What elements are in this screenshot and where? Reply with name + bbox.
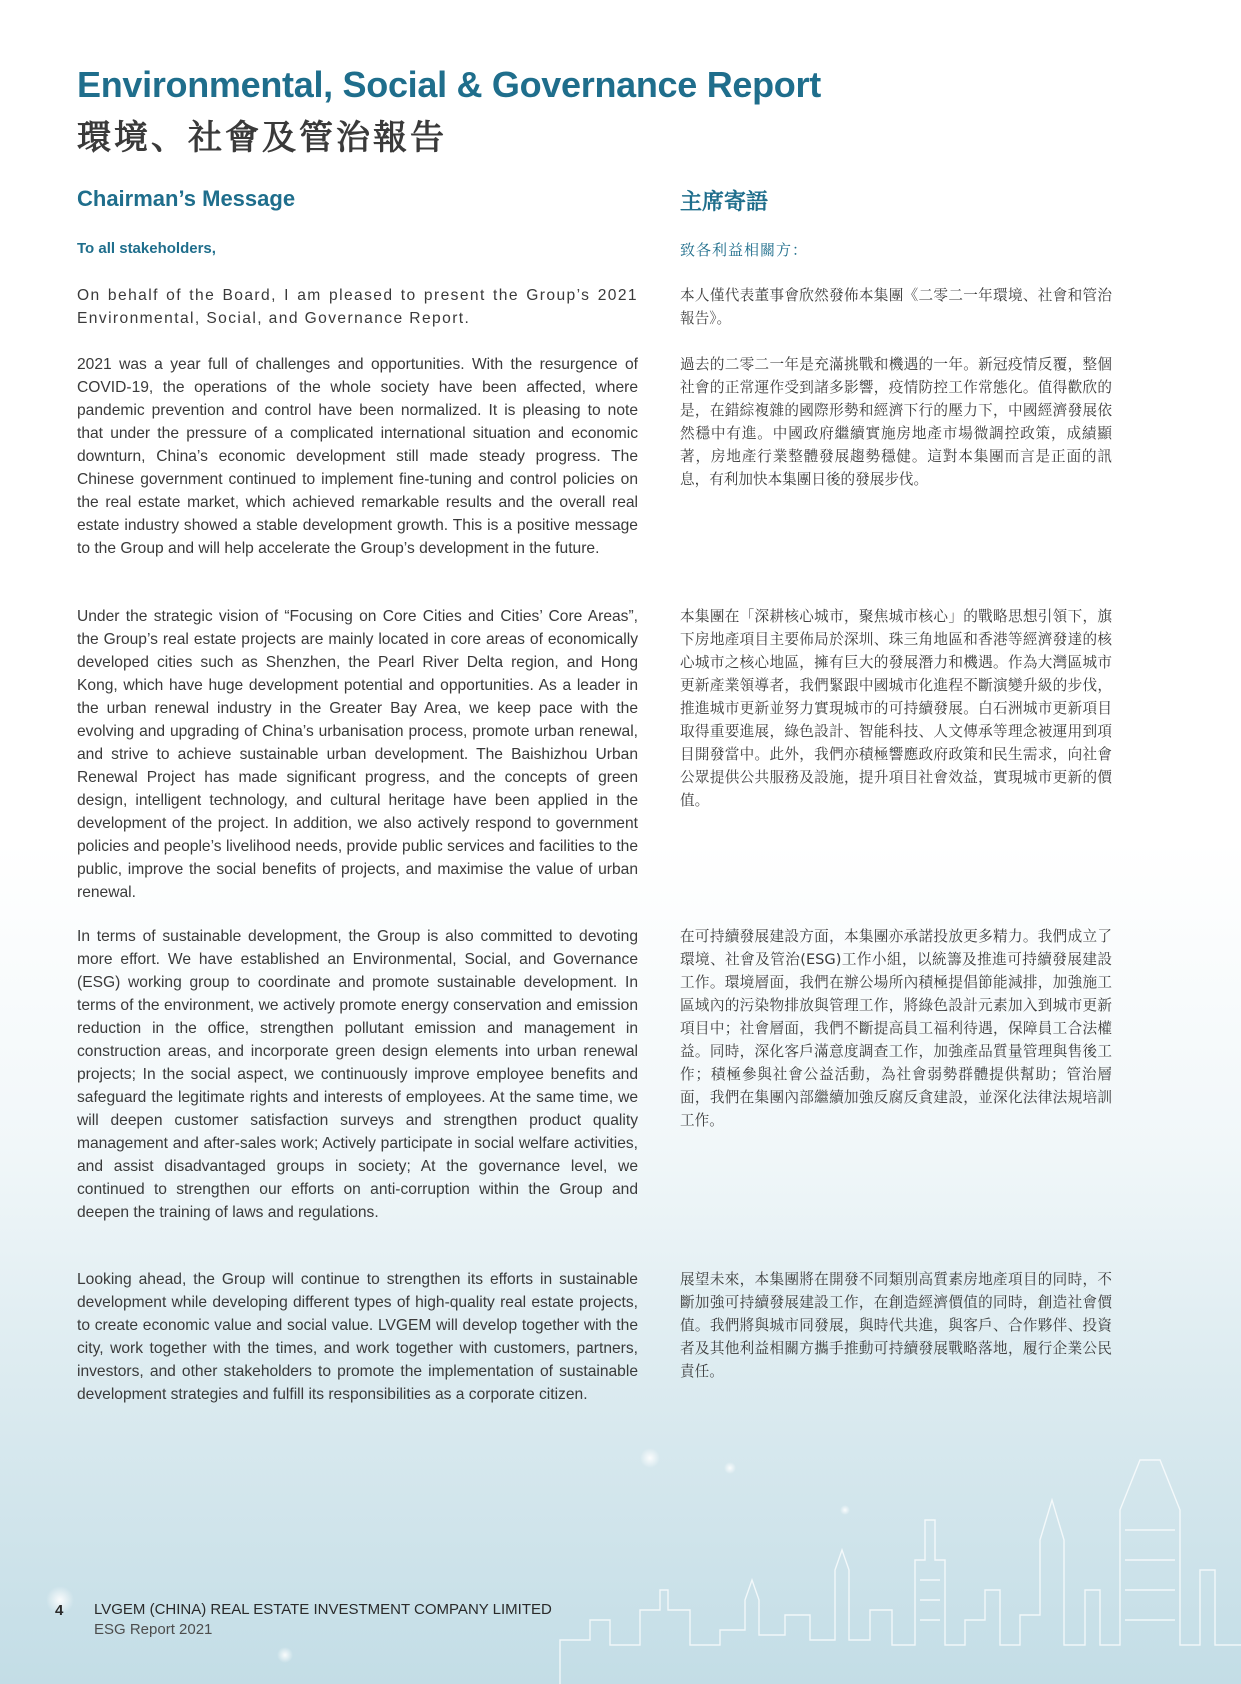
city-skyline-illustration: [0, 1440, 1241, 1684]
english-paragraph-2: [77, 353, 638, 560]
report-title-chinese: 環境、社會及管治報告: [77, 118, 447, 158]
paragraph-text: 展望未來，本集團將在開發不同類別高質素房地產項目的同時，不斷加強可持續發展建設工作，在創造經濟價值的同時，創造社會價值。我們將與城市同發展，與時代共進，與客戶、合作夥伴、投資者及其他利益相關方攜手推動可持續發展戰略落地，履行企業公民責任。: [680, 1271, 1112, 1380]
english-paragraph-3: [77, 605, 638, 904]
paragraph-text: 本人僅代表董事會欣然發佈本集團《二零二一年環境、社會和管治報告》。: [680, 287, 1112, 327]
chinese-paragraph-3: [680, 605, 1112, 812]
paragraph-text: Under the strategic vision of “Focusing on Core Cities and Cities’ Core Areas”, the Group’s real estate projects are mainly located in core areas of economically developed cities such as Shenzhen, the Pearl River Delta region, and Hong Kong, which have huge development potential and opportunities. As a leader in the urban renewal industry in the Greater Bay Area, we keep pace with the evolving and upgrading of China’s urbanisation process, promote urban renewal, and strive to achieve sustainable urban development. The Baishizhou Urban Renewal Project has made significant progress, and the concepts of green design, intelligent technology, and cultural heritage have been applied in the development of the project. In addition, we also actively respond to government policies and people’s livelihood needs, provide public services and facilities to the public, improve the social benefits of projects, and maximise the value of urban renewal.: [77, 608, 638, 901]
paragraph-text: In terms of sustainable development, the Group is also committed to devoting more effort. We have established an Environmental, Social, and Governance (ESG) working group to coordinate and promote sustainable development. In terms of the environment, we actively promote energy conservation and emission reduction in the office, strengthen pollutant emission and management in construction areas, and incorporate green design elements into urban renewal projects; In the social aspect, we continuously improve employee benefits and safeguard the legitimate rights and interests of employees. At the same time, we will deepen customer satisfaction surveys and strengthen product quality management and after-sales work; Actively participate in social welfare activities, and assist disadvantaged groups in society; At the governance level, we continued to strengthen our efforts on anti-corruption within the Group and deepen the training of laws and regulations.: [77, 928, 638, 1221]
chinese-paragraph-5: [680, 1268, 1112, 1383]
section-heading-english: Chairman’s Message: [77, 186, 296, 211]
paragraph-text: 在可持續發展建設方面，本集團亦承諾投放更多精力。我們成立了環境、社會及管治(ESG)工作小組，以統籌及推進可持續發展建設工作。環境層面，我們在辦公場所內積極提倡節能減排，加強施工區域內的污染物排放與管理工作，將綠色設計元素加入到城市更新項目中；社會層面，我們不斷提高員工福利待遇，保障員工合法權益。同時，深化客戶滿意度調查工作，加強產品質量管理與售後工作；積極參與社會公益活動，為社會弱勢群體提供幫助；管治層面，我們在集團內部繼續加強反腐反貪建設，並深化法律法規培訓工作。: [680, 928, 1112, 1129]
section-heading-chinese: 主席寄語: [680, 190, 769, 215]
page-number: 4: [55, 1602, 64, 1619]
english-paragraph-1: [77, 284, 638, 330]
salutation-chinese: 致各利益相關方：: [680, 241, 809, 259]
english-paragraph-5: [77, 1268, 638, 1406]
chinese-paragraph-1: [680, 284, 1112, 330]
footer-company-name: LVGEM (CHINA) REAL ESTATE INVESTMENT COMPANY LIMITED: [94, 1601, 552, 1618]
chinese-paragraph-4: [680, 925, 1112, 1132]
paragraph-text: 過去的二零二一年是充滿挑戰和機遇的一年。新冠疫情反覆，整個社會的正常運作受到諸多影響，疫情防控工作常態化。值得歡欣的是，在錯綜複雜的國際形勢和經濟下行的壓力下，中國經濟發展依然穩中有進。中國政府繼續實施房地產市場微調控政策，成績顯著，房地產行業整體發展趨勢穩健。這對本集團而言是正面的訊息，有利加快本集團日後的發展步伐。: [680, 356, 1112, 488]
report-title-english: Environmental, Social & Governance Report: [77, 64, 821, 105]
footer-report-name: ESG Report 2021: [94, 1621, 213, 1638]
paragraph-text: 本集團在「深耕核心城市，聚焦城市核心」的戰略思想引領下，旗下房地產項目主要佈局於深圳、珠三角地區和香港等經濟發達的核心城市之核心地區，擁有巨大的發展潛力和機遇。作為大灣區城市更新產業領導者，我們緊跟中國城市化進程不斷演變升級的步伐，推進城市更新並努力實現城市的可持續發展。白石洲城市更新項目取得重要進展，綠色設計、智能科技、人文傳承等理念被運用到項目開發當中。此外，我們亦積極響應政府政策和民生需求，向社會公眾提供公共服務及設施，提升項目社會效益，實現城市更新的價值。: [680, 608, 1112, 809]
paragraph-text: On behalf of the Board, I am pleased to present the Group’s 2021 Environmental, Social, and Governance Report.: [77, 287, 638, 327]
english-paragraph-4: [77, 925, 638, 1224]
chinese-paragraph-2: [680, 353, 1112, 491]
paragraph-text: Looking ahead, the Group will continue to strengthen its efforts in sustainable development while developing different types of high-quality real estate projects, to create economic value and social value. LVGEM will develop together with the city, work together with the times, and work together with customers, partners, investors, and other stakeholders to promote the implementation of sustainable development strategies and fulfill its responsibilities as a corporate citizen.: [77, 1271, 638, 1403]
paragraph-text: 2021 was a year full of challenges and opportunities. With the resurgence of COVID-19, the operations of the whole society have been affected, where pandemic prevention and control have been normalized. It is pleasing to note that under the pressure of a complicated international situation and economic downturn, China’s economic development still made steady progress. The Chinese government continued to implement fine-tuning and control policies on the real estate market, which achieved remarkable results and the overall real estate industry showed a stable development growth. This is a positive message to the Group and will help accelerate the Group’s development in the future.: [77, 356, 638, 557]
salutation-english: To all stakeholders,: [77, 240, 216, 257]
